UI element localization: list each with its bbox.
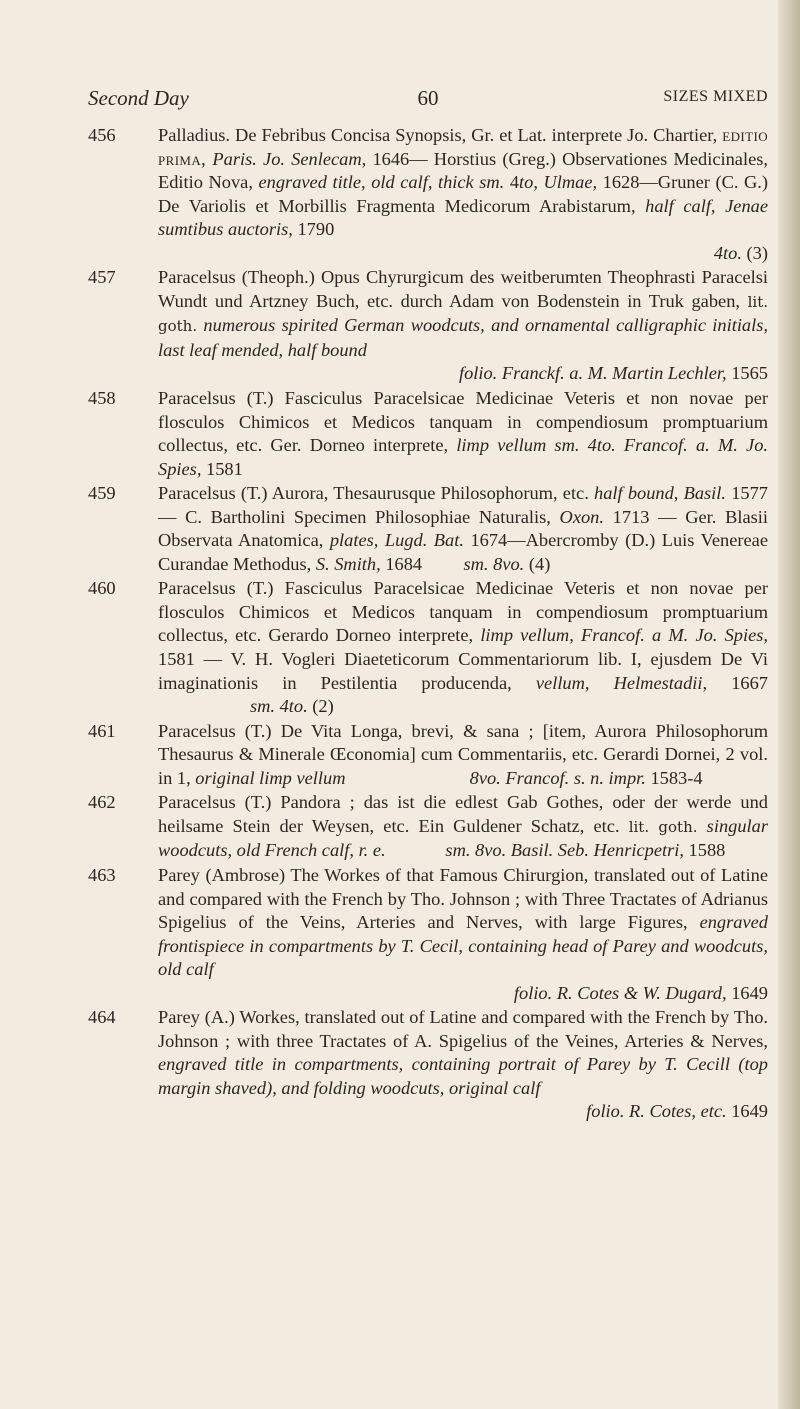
lot-entry — [88, 577, 768, 718]
running-header — [88, 86, 768, 116]
lot-number: 459 — [88, 483, 116, 504]
header-category: SIZES MIXED — [663, 88, 768, 105]
lot-description: Paracelsus (T.) Pandora ; das ist die edlest Gab Gothes, oder der werde und heilsame Stein der Weysen, etc. Ein Guldener Schatz, etc. lit. goth. singular woodcuts, old French calf, r. e. sm. 8vo. Basil. Seb. Henricpetri, 1588 — [158, 792, 768, 861]
header-section-title: Second Day — [88, 86, 189, 110]
lot-entry — [88, 124, 768, 265]
lot-description: Parey (Ambrose) The Workes of that Famous Chirurgion, translated out of Latine and compared with the French by Tho. Johnson ; with Three Tractates of Adrianus Spigelius of the Veins, Arteries and Nerves, with large Figures, engraved frontispiece in compartments by T. Cecil, containing head of Parey and woodcuts, old calf folio. R. Cotes & W. Dugard, 1649 — [158, 864, 768, 1003]
lot-number: 462 — [88, 792, 116, 813]
lot-number: 461 — [88, 720, 116, 741]
lot-number: 460 — [88, 578, 116, 599]
lot-entry — [88, 482, 768, 576]
lot-description: Parey (A.) Workes, translated out of Latine and compared with the French by Tho. Johnson ; with three Tractates of A. Spigelius of the Veines, Arteries & Nerves, engraved title in compartments, containing portrait of Parey by T. Cecill (top margin shaved), and folding woodcuts, original calf folio. R. Cotes, etc. 1649 — [158, 1007, 768, 1122]
lot-description: Paracelsus (T.) De Vita Longa, brevi, & sana ; [item, Aurora Philosophorum Thesaurus & Minerale Œconomia] cum Commentariis, etc. Gerardi Dornei, 2 vol. in 1, original limp vellum 8vo. Francof. s. n. impr. 1583-4 — [158, 720, 768, 788]
lot-description: Paracelsus (T.) Fasciculus Paracelsicae Medicinae Veteris et non novae per flosculos Chimicos et Medicos tanquam in compendiosum promptuarium collectus, etc. Ger. Dorneo interprete, limp vellum sm. 4to. Francof. a. M. Jo. Spies, 1581 — [158, 388, 769, 479]
lot-entry — [88, 387, 768, 481]
lot-number: 463 — [88, 864, 116, 885]
lot-entry — [88, 266, 768, 386]
lot-description: Paracelsus (T.) Fasciculus Paracelsicae Medicinae Veteris et non novae per flosculos Chimicos et Medicos tanquam in compendiosum promptuarium collectus, etc. Gerardo Dorneo interprete, limp vellum, Francof. a M. Jo. Spies, 1581 — V. H. Vogleri Diaeteticorum Commentariorum lib. I, ejusdem De Vi imaginationis in Pestilentia producenda, vellum, Helmestadii, 1667 sm. 4to. (2) — [158, 578, 769, 717]
page-edge-shadow — [778, 0, 800, 1409]
catalogue-page — [88, 86, 768, 1125]
lot-description: Paracelsus (Theoph.) Opus Chyrurgicum des weitberumten Theophrasti Paracelsi Wundt und Artzney Buch, etc. durch Adam von Bodenstein in Truk gaben, lit. goth. numerous spirited German woodcuts, and ornamental calligraphic initials, last leaf mended, half bound folio. Franckf. a. M. Martin Lechler, 1565 — [158, 267, 768, 384]
lot-description: Palladius. De Febribus Concisa Synopsis, Gr. et Lat. interprete Jo. Chartier, editio prima, Paris. Jo. Senlecam, 1646— Horstius (Greg.) Observationes Medicinales, Editio Nova, engraved title, old calf, thick sm. 4to, Ulmae, 1628—Gruner (C. G.) De Variolis et Morbillis Fragmenta Medicorum Arabistarum, half calf, Jenae sumtibus auctoris, 1790 4to. (3) — [158, 125, 769, 263]
lot-number: 464 — [88, 1007, 116, 1028]
lot-number: 457 — [88, 267, 116, 288]
lot-entry — [88, 791, 768, 863]
lot-description: Paracelsus (T.) Aurora, Thesaurusque Philosophorum, etc. half bound, Basil. 1577 — C. Bartholini Specimen Philosophiae Naturalis, Oxon. 1713 — Ger. Blasii Observata Anatomica, plates, Lugd. Bat. 1674—Abercromby (D.) Luis Venereae Curandae Methodus, S. Smith, 1684 sm. 8vo. (4) — [158, 483, 768, 574]
lot-entry — [88, 1006, 768, 1124]
lot-entry — [88, 720, 768, 791]
lot-entry — [88, 864, 768, 1005]
lot-number: 458 — [88, 388, 116, 409]
lot-list — [88, 124, 768, 1124]
page-number: 60 — [417, 86, 439, 110]
lot-number: 456 — [88, 125, 116, 145]
